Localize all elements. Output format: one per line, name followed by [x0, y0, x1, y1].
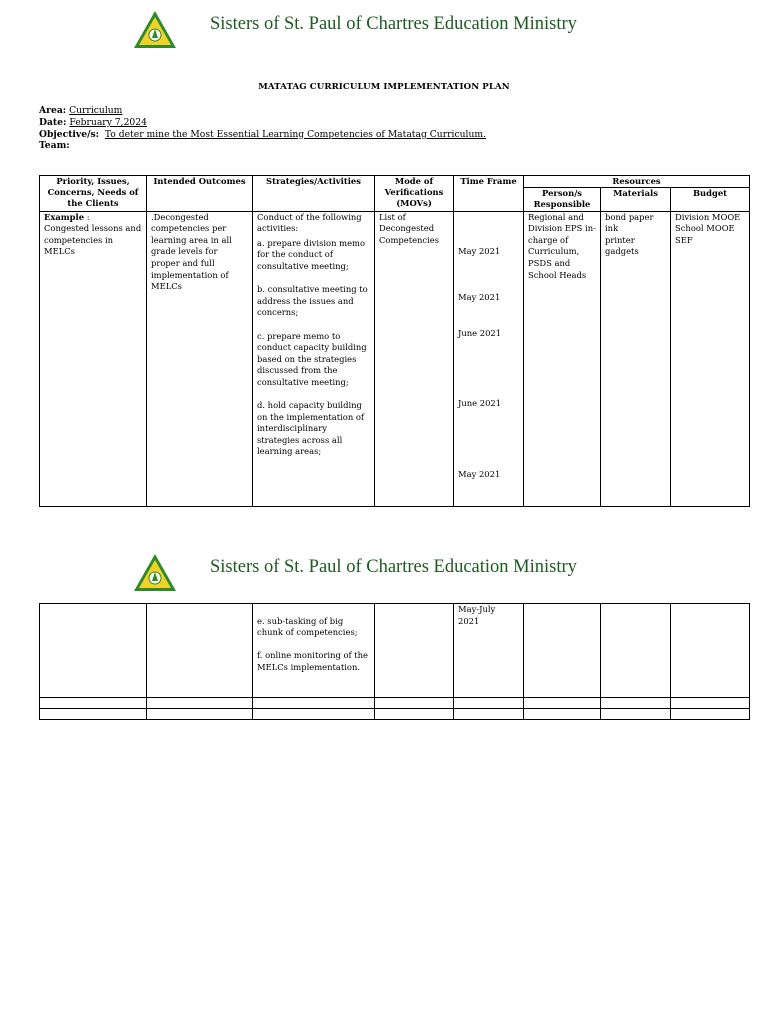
school-seal-logo-icon: [133, 10, 177, 50]
materials-header: Materials: [601, 188, 671, 211]
area-row: [39, 105, 486, 117]
time-cell: [454, 211, 524, 506]
date-value: February 7,2024: [69, 116, 147, 128]
table-row: [40, 698, 750, 709]
ministry-name: Sisters of St. Paul of Chartres Education Ministry: [210, 14, 577, 34]
school-seal-logo-icon: [133, 553, 177, 593]
priority-cell: [40, 604, 147, 698]
page-header: [0, 10, 768, 60]
material-4: gadgets: [605, 246, 639, 257]
budget-cell: [671, 604, 750, 698]
strategy-e: e. sub-tasking of big chunk of competencies;: [257, 615, 358, 638]
strategies-cell: [253, 604, 375, 698]
strategy-a: a. prepare division memo for the conduct of consultative meeting;: [257, 237, 366, 271]
outcomes-cell: [147, 211, 253, 506]
example-colon: :: [84, 211, 90, 222]
material-2: ink: [605, 223, 619, 234]
outcomes-text: .Decongested competencies per learning area in all grade levels for proper and full implementation of MELCs: [151, 211, 232, 292]
date-label: Date:: [39, 116, 67, 128]
persons-header: Person/s Responsible: [524, 188, 601, 211]
table-row: [40, 604, 750, 698]
time-2: May 2021: [458, 292, 501, 303]
strategies-header: Strategies/Activities: [253, 176, 375, 212]
time-header: Time Frame: [454, 176, 524, 212]
priority-text: Congested lessons and competencies in MELCs: [44, 223, 142, 257]
persons-cell: [524, 604, 601, 698]
strategies-cell: [253, 211, 375, 506]
strategy-d: d. hold capacity building on the implementation of interdisciplinary strategies across all learning areas;: [257, 400, 365, 457]
time-cell: [454, 604, 524, 698]
document-meta: [39, 105, 486, 152]
budget-cell: [671, 211, 750, 506]
table-row: [40, 211, 750, 506]
strategy-b: b. consultative meeting to address the issues and concerns;: [257, 284, 368, 318]
area-value: Curriculum: [69, 105, 123, 116]
implementation-plan-table-continued: [39, 603, 750, 720]
time-5: May 2021: [458, 468, 501, 479]
team-row: [39, 140, 486, 152]
page-header-2: [0, 553, 768, 603]
mode-cell: [375, 211, 454, 506]
time-3: June 2021: [458, 327, 502, 338]
team-label: Team:: [39, 140, 70, 152]
materials-cell: [601, 604, 671, 698]
priority-header: Priority, Issues, Concerns, Needs of the Clients: [40, 176, 147, 212]
area-label: Area:: [39, 105, 67, 116]
time-range: May-July 2021: [458, 604, 496, 626]
priority-cell: [40, 211, 147, 506]
objective-row: [39, 129, 486, 141]
resources-header: Resources: [524, 176, 750, 188]
persons-cell: [524, 211, 601, 506]
example-label: Example: [44, 211, 85, 222]
ministry-name-2: Sisters of St. Paul of Chartres Education Ministry: [210, 557, 577, 577]
budget-2: School MOOE: [675, 223, 735, 234]
mode-cell: [375, 604, 454, 698]
material-1: bond paper: [605, 211, 654, 222]
outcomes-header: Intended Outcomes: [147, 176, 253, 212]
implementation-plan-table: [39, 175, 750, 507]
budget-3: SEF: [675, 234, 693, 245]
material-3: printer: [605, 234, 635, 245]
table-row: [40, 709, 750, 720]
outcomes-cell: [147, 604, 253, 698]
document-title: MATATAG CURRICULUM IMPLEMENTATION PLAN: [258, 82, 510, 92]
time-1: May 2021: [458, 245, 501, 256]
date-row: [39, 117, 486, 129]
budget-header: Budget: [671, 188, 750, 211]
strategy-c: c. prepare memo to conduct capacity building based on the strategies discussed from the consultative meeting;: [257, 330, 367, 387]
materials-cell: [601, 211, 671, 506]
strategy-f: f. online monitoring of the MELCs implementation.: [257, 650, 369, 672]
objective-value: To deter mine the Most Essential Learning Competencies of Matatag Curriculum.: [104, 128, 486, 140]
budget-1: Division MOOE: [675, 211, 741, 222]
mode-text: List of Decongested Competencies: [379, 211, 440, 245]
time-4: June 2021: [458, 398, 502, 409]
header-row: [40, 176, 750, 188]
persons-text: Regional and Division EPS in-charge of Curriculum, PSDS and School Heads: [528, 211, 596, 280]
objective-label: Objective/s:: [39, 128, 100, 140]
mode-header: Mode of Verifications (MOVs): [375, 176, 454, 212]
strategy-intro: Conduct of the following activities:: [257, 211, 362, 234]
